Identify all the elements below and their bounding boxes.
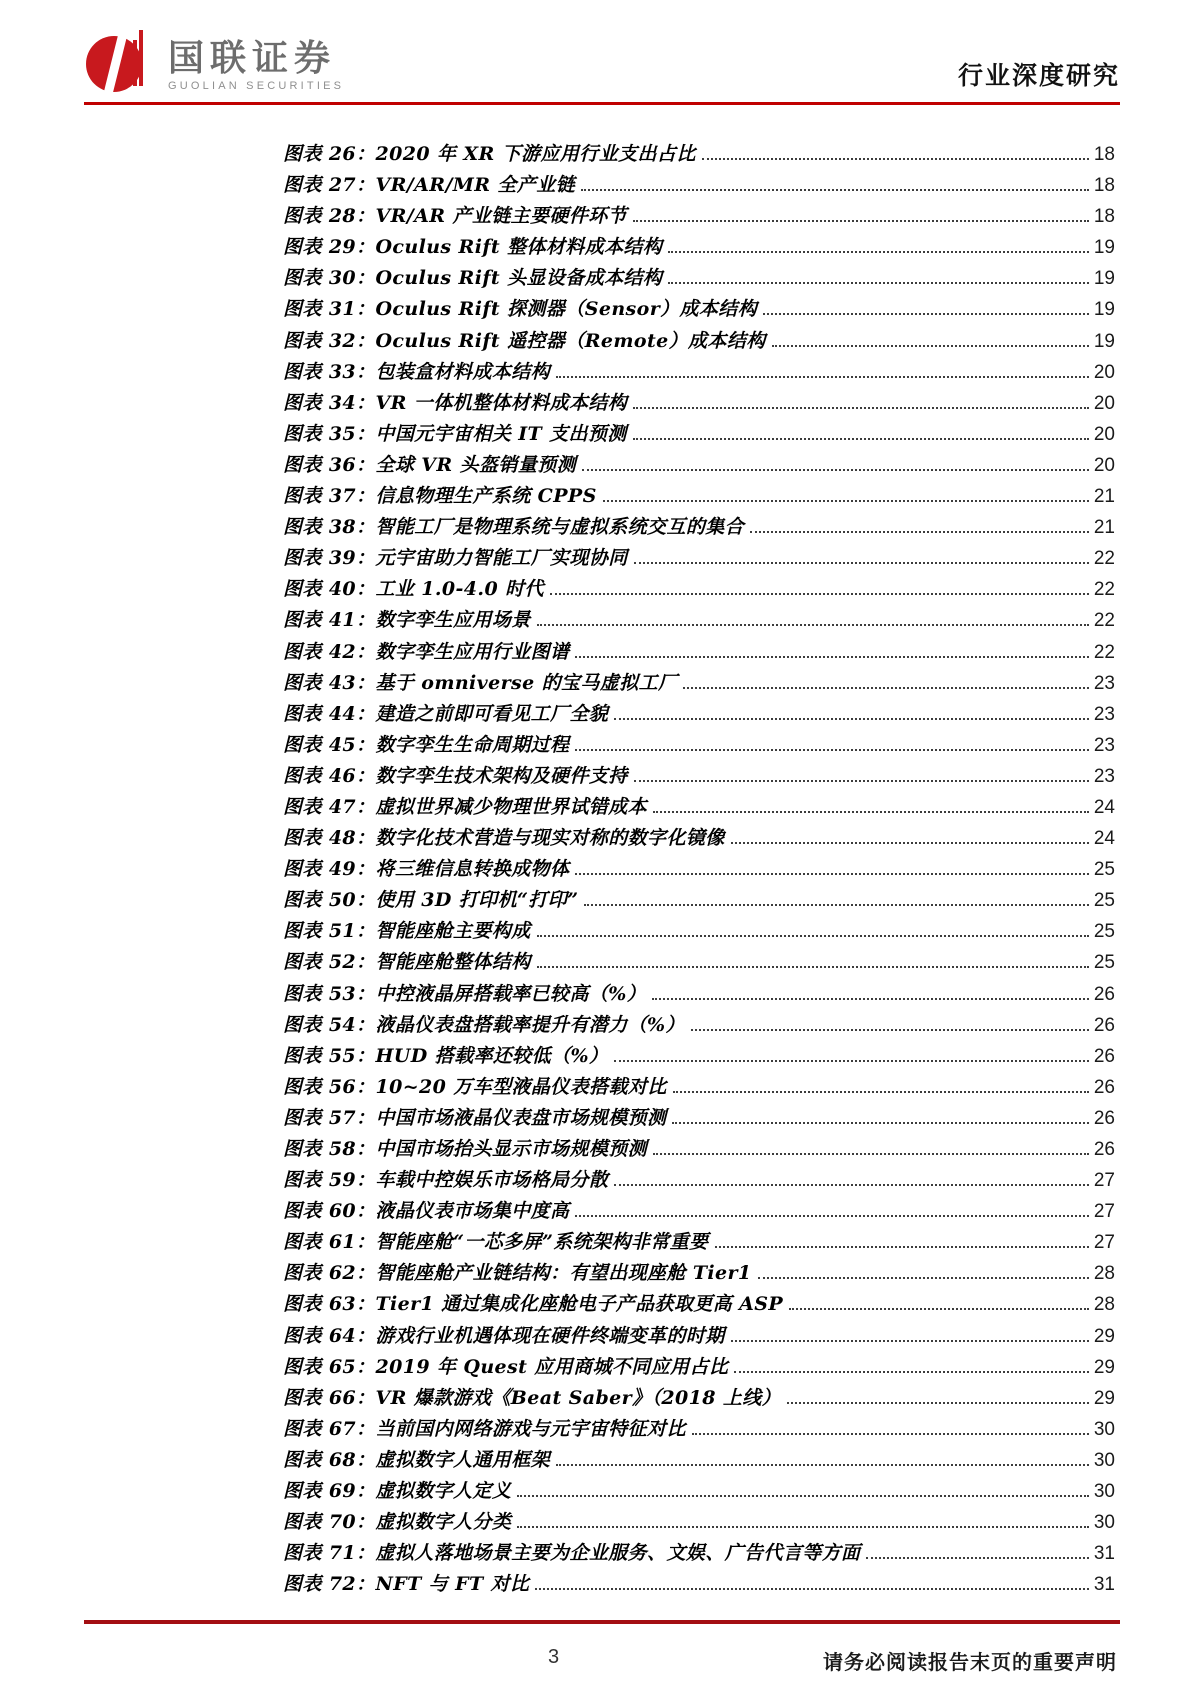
- toc-entry[interactable]: [283, 263, 1115, 294]
- toc-entry-label: 图表 42：数字孪生应用行业图谱: [283, 640, 570, 663]
- toc-entry-label: 图表 43：基于 omniverse 的宝马虚拟工厂: [283, 671, 678, 694]
- toc-entry[interactable]: [283, 1383, 1115, 1414]
- toc-page-number: 26: [1093, 1014, 1115, 1036]
- toc-leader-dots: [653, 1153, 1089, 1155]
- toc-entry[interactable]: [283, 1414, 1115, 1445]
- toc-page-number: 20: [1093, 423, 1115, 445]
- toc-entry[interactable]: [283, 481, 1115, 512]
- toc-page-number: 20: [1093, 361, 1115, 383]
- toc-leader-dots: [683, 687, 1088, 689]
- toc-page-number: 30: [1093, 1418, 1115, 1440]
- toc-entry-label: 图表 44：建造之前即可看见工厂全貌: [283, 702, 609, 725]
- toc-page-number: 19: [1093, 299, 1115, 321]
- toc-leader-dots: [550, 593, 1089, 595]
- toc-entry-label: 图表 28：VR/AR 产业链主要硬件环节: [283, 205, 628, 228]
- toc-leader-dots: [672, 1122, 1088, 1124]
- footer-rule: [84, 1620, 1120, 1624]
- toc-leader-dots: [633, 220, 1089, 222]
- toc-leader-dots: [731, 1340, 1089, 1342]
- toc-entry-label: 图表 51：智能座舱主要构成: [283, 920, 531, 943]
- toc-entry-label: 图表 31：Oculus Rift 探测器（Sensor）成本结构: [283, 298, 758, 321]
- toc-entry[interactable]: [283, 1165, 1115, 1196]
- toc-page-number: 29: [1093, 1325, 1115, 1347]
- toc-list: [283, 139, 1115, 1600]
- toc-entry[interactable]: [283, 574, 1115, 605]
- toc-entry-label: 图表 66：VR 爆款游戏《Beat Saber》（2018 上线）: [283, 1386, 782, 1409]
- toc-entry[interactable]: [283, 823, 1115, 854]
- toc-entry[interactable]: [283, 1289, 1115, 1320]
- toc-page-number: 25: [1093, 859, 1115, 881]
- toc-leader-dots: [575, 656, 1088, 658]
- toc-leader-dots: [582, 469, 1089, 471]
- toc-leader-dots: [866, 1557, 1088, 1559]
- toc-leader-dots: [692, 1433, 1089, 1435]
- toc-entry[interactable]: [283, 730, 1115, 761]
- toc-entry[interactable]: [283, 1445, 1115, 1476]
- toc-leader-dots: [789, 1308, 1089, 1310]
- toc-leader-dots: [584, 904, 1088, 906]
- toc-leader-dots: [535, 1588, 1089, 1590]
- toc-leader-dots: [614, 718, 1089, 720]
- toc-entry[interactable]: [283, 232, 1115, 263]
- toc-entry[interactable]: [283, 947, 1115, 978]
- logo-name-en: GUOLIAN SECURITIES: [168, 79, 345, 92]
- toc-leader-dots: [763, 313, 1089, 315]
- toc-entry[interactable]: [283, 543, 1115, 574]
- toc-leader-dots: [772, 345, 1089, 347]
- toc-leader-dots: [634, 780, 1089, 782]
- toc-entry-label: 图表 39：元宇宙助力智能工厂实现协同: [283, 547, 628, 570]
- toc-entry-label: 图表 63：Tier1 通过集成化座舱电子产品获取更高 ASP: [283, 1293, 784, 1316]
- guolian-logo-text: [168, 26, 344, 92]
- toc-leader-dots: [715, 1246, 1089, 1248]
- toc-entry-label: 图表 65：2019 年 Quest 应用商城不同应用占比: [283, 1355, 729, 1378]
- toc-entry-label: 图表 38：智能工厂是物理系统与虚拟系统交互的集合: [283, 516, 745, 539]
- toc-entry-label: 图表 35：中国元宇宙相关 IT 支出预测: [283, 422, 627, 445]
- toc-page-number: 28: [1093, 1294, 1115, 1316]
- toc-page-number: 29: [1093, 1387, 1115, 1409]
- toc-leader-dots: [614, 1060, 1089, 1062]
- toc-entry[interactable]: [283, 419, 1115, 450]
- logo-name-cn: 国联证券: [168, 38, 337, 79]
- toc-page-number: 31: [1093, 1574, 1115, 1596]
- toc-entry[interactable]: [283, 201, 1115, 232]
- toc-entry-label: 图表 71：虚拟人落地场景主要为企业服务、文娱、广告代言等方面: [283, 1542, 861, 1565]
- toc-entry-label: 图表 47：虚拟世界减少物理世界试错成本: [283, 795, 648, 818]
- toc-entry[interactable]: [283, 1258, 1115, 1289]
- toc-page-number: 18: [1093, 206, 1115, 228]
- toc-page-number: 30: [1093, 1481, 1115, 1503]
- toc-leader-dots: [633, 438, 1089, 440]
- toc-entry-label: 图表 54：液晶仪表盘搭载率提升有潜力（%）: [283, 1013, 685, 1036]
- toc-page-number: 25: [1093, 952, 1115, 974]
- toc-page-number: 22: [1093, 548, 1115, 570]
- toc-leader-dots: [537, 966, 1089, 968]
- toc-page-number: 23: [1093, 734, 1115, 756]
- toc-entry[interactable]: [283, 357, 1115, 388]
- toc-entry-label: 图表 64：游戏行业机遇体现在硬件终端变革的时期: [283, 1324, 725, 1347]
- toc-page-number: 19: [1093, 237, 1115, 259]
- toc-entry-label: 图表 33：包装盒材料成本结构: [283, 360, 551, 383]
- toc-page-number: 30: [1093, 1512, 1115, 1534]
- toc-page-number: 23: [1093, 672, 1115, 694]
- toc-entry-label: 图表 27：VR/AR/MR 全产业链: [283, 174, 576, 197]
- toc-page-number: 25: [1093, 921, 1115, 943]
- toc-leader-dots: [581, 189, 1089, 191]
- report-type-label: 行业深度研究: [957, 61, 1120, 90]
- toc-entry[interactable]: [283, 1134, 1115, 1165]
- toc-entry-label: 图表 34：VR 一体机整体材料成本结构: [283, 391, 628, 414]
- toc-entry[interactable]: [283, 1569, 1115, 1600]
- toc-page-number: 27: [1093, 1170, 1115, 1192]
- toc-page-number: 24: [1093, 796, 1115, 818]
- toc-page-number: 22: [1093, 610, 1115, 632]
- toc-entry[interactable]: [283, 450, 1115, 481]
- toc-leader-dots: [633, 407, 1089, 409]
- toc-leader-dots: [668, 282, 1089, 284]
- toc-entry[interactable]: [283, 1196, 1115, 1227]
- toc-entry-label: 图表 59：车载中控娱乐市场格局分散: [283, 1169, 609, 1192]
- toc-page-number: 27: [1093, 1232, 1115, 1254]
- toc-page-number: 21: [1093, 486, 1115, 508]
- toc-entry[interactable]: [283, 605, 1115, 636]
- toc-page-number: 26: [1093, 1107, 1115, 1129]
- toc-leader-dots: [758, 1277, 1089, 1279]
- toc-entry-label: 图表 32：Oculus Rift 遥控器（Remote）成本结构: [283, 329, 766, 352]
- toc-entry[interactable]: [283, 1538, 1115, 1569]
- toc-entry-label: 图表 41：数字孪生应用场景: [283, 609, 531, 632]
- toc-leader-dots: [537, 624, 1089, 626]
- toc-entry[interactable]: [283, 139, 1115, 170]
- toc-entry-label: 图表 70：虚拟数字人分类: [283, 1511, 512, 1534]
- toc-page-number: 19: [1093, 268, 1115, 290]
- toc-entry-label: 图表 37：信息物理生产系统 CPPS: [283, 485, 597, 508]
- toc-page-number: 19: [1093, 330, 1115, 352]
- toc-page-number: 22: [1093, 579, 1115, 601]
- toc-page-number: 26: [1093, 1045, 1115, 1067]
- toc-entry-label: 图表 49：将三维信息转换成物体: [283, 858, 570, 881]
- toc-entry[interactable]: [283, 512, 1115, 543]
- toc-leader-dots: [517, 1495, 1089, 1497]
- toc-page-number: 23: [1093, 703, 1115, 725]
- toc-entry-label: 图表 56：10~20 万车型液晶仪表搭载对比: [283, 1075, 667, 1098]
- footer-disclaimer: 请务必阅读报告末页的重要声明: [823, 1650, 1117, 1674]
- toc-entry-label: 图表 57：中国市场液晶仪表盘市场规模预测: [283, 1106, 667, 1129]
- toc-entry[interactable]: [283, 668, 1115, 699]
- header-rule: [84, 102, 1120, 105]
- toc-page-number: 26: [1093, 1076, 1115, 1098]
- toc-entry-label: 图表 53：中控液晶屏搭载率已较高（%）: [283, 982, 647, 1005]
- toc-entry-label: 图表 45：数字孪生生命周期过程: [283, 733, 570, 756]
- toc-entry-label: 图表 46：数字孪生技术架构及硬件支持: [283, 764, 628, 787]
- toc-entry-label: 图表 29：Oculus Rift 整体材料成本结构: [283, 236, 663, 259]
- toc-entry-label: 图表 52：智能座舱整体结构: [283, 951, 531, 974]
- toc-leader-dots: [652, 998, 1089, 1000]
- toc-entry[interactable]: [283, 916, 1115, 947]
- toc-leader-dots: [537, 935, 1089, 937]
- toc-entry-label: 图表 48：数字化技术营造与现实对称的数字化镜像: [283, 827, 725, 850]
- toc-entry-label: 图表 58：中国市场抬头显示市场规模预测: [283, 1138, 648, 1160]
- toc-page-number: 18: [1093, 175, 1115, 197]
- toc-page-number: 20: [1093, 392, 1115, 414]
- toc-page-number: 24: [1093, 828, 1115, 850]
- toc-leader-dots: [668, 251, 1089, 253]
- footer-page-number: 3: [548, 1646, 560, 1668]
- toc-entry[interactable]: [283, 792, 1115, 823]
- toc-entry[interactable]: [283, 326, 1115, 357]
- toc-leader-dots: [603, 500, 1089, 502]
- toc-entry-label: 图表 30：Oculus Rift 头显设备成本结构: [283, 267, 663, 290]
- toc-leader-dots: [734, 1371, 1089, 1373]
- toc-leader-dots: [614, 1184, 1089, 1186]
- toc-entry[interactable]: [283, 885, 1115, 916]
- toc-entry-label: 图表 61：智能座舱“一芯多屏”系统架构非常重要: [283, 1231, 709, 1254]
- toc-leader-dots: [731, 842, 1089, 844]
- toc-page-number: 27: [1093, 1201, 1115, 1223]
- toc-page-number: 25: [1093, 890, 1115, 912]
- page-header: [84, 26, 1120, 98]
- toc-entry-label: 图表 67：当前国内网络游戏与元宇宙特征对比: [283, 1417, 686, 1440]
- toc-leader-dots: [634, 562, 1089, 564]
- toc-page-number: 21: [1093, 517, 1115, 539]
- toc-entry[interactable]: [283, 1103, 1115, 1134]
- toc-page-number: 26: [1093, 983, 1115, 1005]
- toc-leader-dots: [575, 1215, 1088, 1217]
- toc-entry-label: 图表 55：HUD 搭载率还较低（%）: [283, 1044, 609, 1067]
- toc-leader-dots: [750, 531, 1089, 533]
- toc-page-number: 26: [1093, 1139, 1115, 1160]
- toc-entry-label: 图表 36：全球 VR 头盔销量预测: [283, 453, 577, 476]
- toc-leader-dots: [575, 873, 1088, 875]
- toc-leader-dots: [673, 1091, 1089, 1093]
- toc-entry[interactable]: [283, 1041, 1115, 1072]
- toc-entry-label: 图表 60：液晶仪表市场集中度高: [283, 1200, 570, 1223]
- toc-page-number: 20: [1093, 454, 1115, 476]
- toc-page-number: 22: [1093, 641, 1115, 663]
- toc-page-number: 23: [1093, 765, 1115, 787]
- toc-entry[interactable]: [283, 699, 1115, 730]
- toc-page-number: 28: [1093, 1263, 1115, 1285]
- toc-entry[interactable]: [283, 1352, 1115, 1383]
- toc-entry[interactable]: [283, 1010, 1115, 1041]
- toc-entry[interactable]: [283, 1476, 1115, 1507]
- toc-entry[interactable]: [283, 979, 1115, 1010]
- toc-leader-dots: [575, 749, 1088, 751]
- toc-leader-dots: [556, 376, 1089, 378]
- toc-entry-label: 图表 26：2020 年 XR 下游应用行业支出占比: [283, 143, 696, 165]
- toc-leader-dots: [653, 811, 1089, 813]
- toc-entry[interactable]: [283, 1507, 1115, 1538]
- toc-entry-label: 图表 72：NFT 与 FT 对比: [283, 1573, 530, 1596]
- toc-entry-label: 图表 62：智能座舱产业链结构：有望出现座舱 Tier1: [283, 1262, 752, 1285]
- toc-page-number: 29: [1093, 1356, 1115, 1378]
- guolian-logo: [84, 26, 344, 99]
- toc-entry-label: 图表 40：工业 1.0-4.0 时代: [283, 578, 544, 601]
- toc-leader-dots: [556, 1464, 1089, 1466]
- toc-entry[interactable]: [283, 637, 1115, 668]
- toc-entry[interactable]: [283, 1227, 1115, 1258]
- toc-entry-label: 图表 68：虚拟数字人通用框架: [283, 1448, 551, 1471]
- toc-entry[interactable]: [283, 854, 1115, 885]
- guolian-logo-icon: [84, 26, 154, 99]
- toc-entry[interactable]: [283, 170, 1115, 201]
- toc-entry[interactable]: [283, 761, 1115, 792]
- toc-leader-dots: [517, 1526, 1089, 1528]
- toc-entry[interactable]: [283, 1072, 1115, 1103]
- toc-entry[interactable]: [283, 294, 1115, 325]
- toc-leader-dots: [691, 1029, 1089, 1031]
- toc-entry[interactable]: [283, 388, 1115, 419]
- toc-page-number: 31: [1093, 1543, 1115, 1565]
- toc-page-number: 30: [1093, 1449, 1115, 1471]
- toc-leader-dots: [702, 158, 1089, 160]
- toc-leader-dots: [787, 1402, 1089, 1404]
- toc-entry-label: 图表 50：使用 3D 打印机“打印”: [283, 889, 579, 912]
- toc-entry[interactable]: [283, 1321, 1115, 1352]
- toc-page-number: 18: [1093, 144, 1115, 165]
- toc-entry-label: 图表 69：虚拟数字人定义: [283, 1480, 512, 1503]
